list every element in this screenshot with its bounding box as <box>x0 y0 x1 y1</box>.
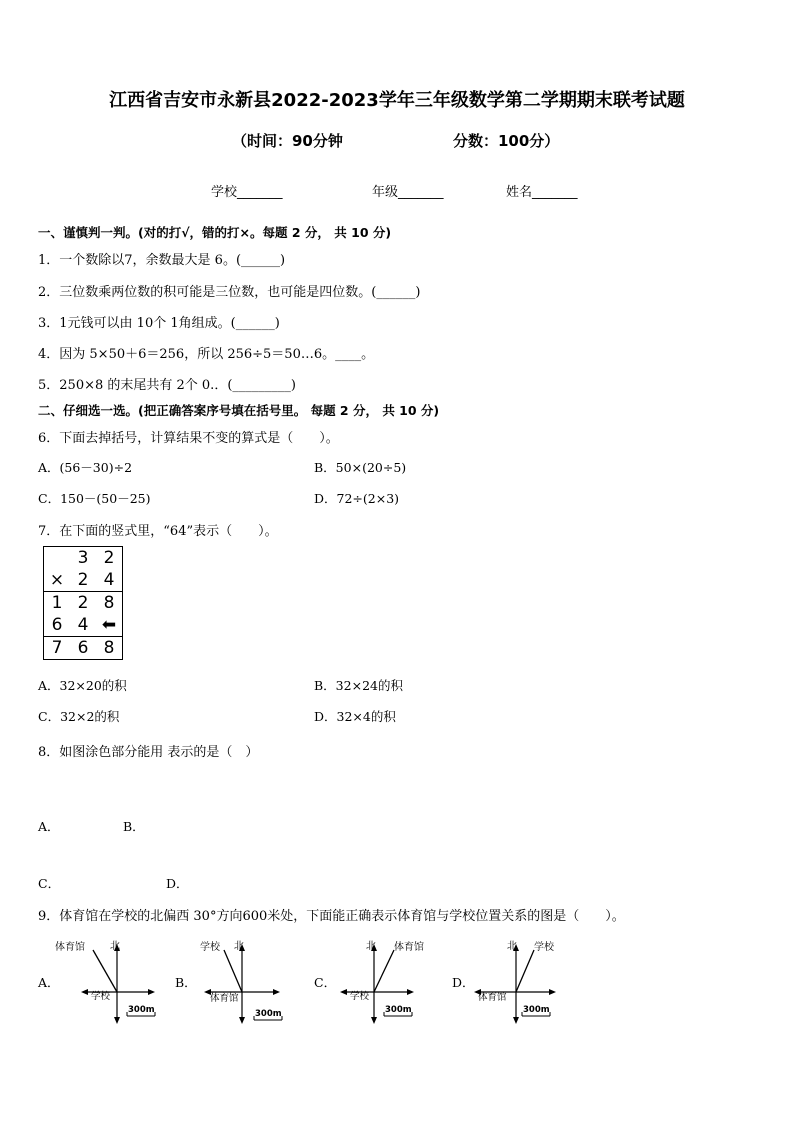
exam-score: 分数：100分） <box>453 132 560 150</box>
vert-cell: 8 <box>96 592 123 615</box>
vert-cell: 6 <box>51 615 63 635</box>
north-label: 北 <box>366 941 376 952</box>
judge-question-1: 1．一个数除以7，余数最大是 6。(______) <box>38 253 286 268</box>
section-1-heading: 一、谨慎判一判。(对的打√，错的打×。每题 2 分， 共 10 分) <box>38 225 392 240</box>
north-label: 北 <box>234 941 244 952</box>
vert-cell: 2 <box>103 548 115 568</box>
q6-option-c: C．150－(50－25) <box>38 491 151 506</box>
q9-option-a: A． <box>38 975 60 990</box>
vert-cell: × <box>49 570 65 590</box>
judge-question-5: 5．250×8 的末尾共有 2个 0.．(_________) <box>38 378 296 393</box>
vert-cell: 8 <box>96 637 123 660</box>
q9-option-d: D． <box>452 975 475 990</box>
vertical-multiplication <box>43 546 123 660</box>
diagram-top-label: 体育馆 <box>55 942 85 953</box>
diagram-center-label: 体育馆 <box>478 992 507 1003</box>
diagram-top-label: 学校 <box>200 942 220 953</box>
question-6-stem: 6．下面去掉括号，计算结果不变的算式是（ ）。 <box>38 431 339 446</box>
q8-option-b: B． <box>123 819 145 834</box>
exam-time: （时间：90分钟 <box>232 132 343 150</box>
arrow-left-icon: ⬅ <box>101 615 117 635</box>
vert-cell: 3 <box>77 548 89 568</box>
judge-question-4: 4．因为 5×50＋6＝256，所以 256÷5＝50…6。____。 <box>38 347 375 362</box>
vert-cell: 2 <box>77 570 89 590</box>
scale-label: 300m <box>255 1009 282 1019</box>
direction-diagram-c <box>332 936 437 1030</box>
direction-diagram-a <box>55 936 160 1030</box>
question-7-stem: 7．在下面的竖式里，“64”表示（ ）。 <box>38 524 278 539</box>
vert-cell: 7 <box>44 637 71 660</box>
scale-label: 300m <box>523 1005 550 1015</box>
judge-question-2: 2．三位数乘两位数的积可能是三位数，也可能是四位数。(______) <box>38 285 421 300</box>
direction-diagram-d <box>470 936 575 1030</box>
q6-option-d: D．72÷(2×3) <box>314 491 400 506</box>
direction-diagram-b <box>192 936 297 1030</box>
q7-option-d: D．32×4的积 <box>314 709 396 724</box>
q7-option-a: A．32×20的积 <box>38 678 127 693</box>
vert-cell: 6 <box>70 637 96 660</box>
vert-cell <box>44 547 71 570</box>
diagram-center-label: 学校 <box>350 991 370 1002</box>
q9-option-c: C． <box>314 975 337 990</box>
vert-cell: 4 <box>103 570 115 590</box>
diagram-top-label: 体育馆 <box>394 942 424 953</box>
north-label: 北 <box>110 941 120 952</box>
name-field[interactable]: 姓名_______ <box>506 185 578 200</box>
scale-label: 300m <box>385 1005 412 1015</box>
q8-option-c: C． <box>38 876 61 891</box>
page-title: 江西省吉安市永新县2022-2023学年三年级数学第二学期期末联考试题 <box>109 90 685 111</box>
north-label: 北 <box>507 941 517 952</box>
q6-option-b: B．50×(20÷5) <box>314 460 407 475</box>
q8-option-d: D． <box>166 876 189 891</box>
q8-option-a: A． <box>38 819 60 834</box>
q6-option-a: A．(56－30)÷2 <box>38 460 133 475</box>
school-field[interactable]: 学校_______ <box>211 185 283 200</box>
grade-field[interactable]: 年级_______ <box>372 185 444 200</box>
q7-option-b: B．32×24的积 <box>314 678 403 693</box>
question-8-stem: 8．如图涂色部分能用 表示的是（ ） <box>38 745 259 760</box>
diagram-center-label: 学校 <box>91 991 111 1002</box>
vert-cell: 2 <box>70 592 96 615</box>
vert-cell: 4 <box>77 615 89 635</box>
judge-question-3: 3．1元钱可以由 10个 1角组成。(______) <box>38 316 280 331</box>
diagram-top-label: 学校 <box>534 942 554 953</box>
diagram-center-label: 体育馆 <box>210 993 239 1004</box>
scale-label: 300m <box>128 1005 155 1015</box>
vert-cell: 1 <box>44 592 71 615</box>
q9-option-b: B． <box>175 975 197 990</box>
section-2-heading: 二、仔细选一选。(把正确答案序号填在括号里。 每题 2 分， 共 10 分) <box>38 403 440 418</box>
question-9-stem: 9．体育馆在学校的北偏西 30°方向600米处，下面能正确表示体育馆与学校位置关系的图是（ ）。 <box>38 909 625 924</box>
q7-option-c: C．32×2的积 <box>38 709 120 724</box>
